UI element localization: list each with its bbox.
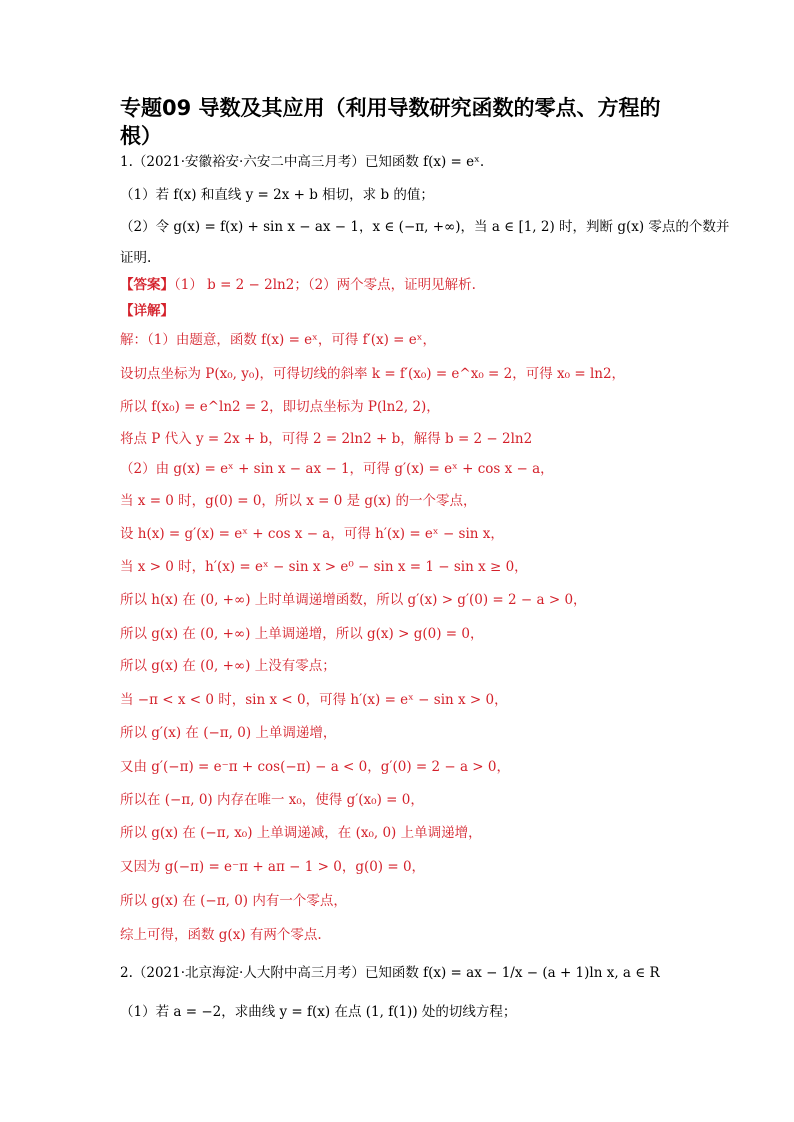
solution-line: 设切点坐标为 P(x₀, y₀)，可得切线的斜率 k = f′(x₀) = e^x₀ = 2，可得 x₀ = ln2， <box>120 366 626 382</box>
solution-line: 所以 f(x₀) = e^ln2 = 2，即切点坐标为 P(ln2, 2)， <box>120 399 440 415</box>
problem2-stem: 2.（2021·北京海淀·人大附中高三月考）已知函数 f(x) = ax − 1/x − (a + 1)ln x, a ∈ R <box>120 965 660 981</box>
solution-line: 所以 h(x) 在 (0, +∞) 上时单调递增函数，所以 g′(x) > g′(0) = 2 − a > 0， <box>120 592 587 608</box>
solution-line: 又由 g′(−π) = e⁻π + cos(−π) − a < 0，g′(0) = 2 − a > 0， <box>120 759 510 775</box>
problem1-stem: 1.（2021·安徽裕安·六安二中高三月考）已知函数 f(x) = eˣ. <box>120 154 485 170</box>
detail-tag: 【详解】 <box>120 303 174 319</box>
solution-line: 当 −π < x < 0 时，sin x < 0，可得 h′(x) = eˣ − sin x > 0， <box>120 692 508 708</box>
solution-line: 综上可得，函数 g(x) 有两个零点. <box>120 927 322 943</box>
answer-tag: 【答案】 <box>120 277 174 293</box>
problem1-part2: （2）令 g(x) = f(x) + sin x − ax − 1，x ∈ (−π, +∞)，当 a ∈ [1, 2) 时，判断 g(x) 零点的个数并 <box>120 219 730 235</box>
solution-line: 将点 P 代入 y = 2x + b，可得 2 = 2ln2 + b，解得 b = 2 − 2ln2 <box>120 431 533 447</box>
solution-line: 设 h(x) = g′(x) = eˣ + cos x − a，可得 h′(x) = eˣ − sin x， <box>120 526 504 542</box>
solution-line: 所以在 (−π, 0) 内存在唯一 x₀，使得 g′(x₀) = 0， <box>120 792 424 808</box>
solution-line: 又因为 g(−π) = e⁻π + aπ − 1 > 0，g(0) = 0， <box>120 859 426 875</box>
solution-line: 所以 g(x) 在 (−π, x₀) 上单调递减，在 (x₀, 0) 上单调递增， <box>120 825 482 841</box>
solution-line: 所以 g′(x) 在 (−π, 0) 上单调递增， <box>120 725 337 741</box>
solution-line: 当 x > 0 时，h′(x) = eˣ − sin x > e⁰ − sin x = 1 − sin x ≥ 0， <box>120 559 528 575</box>
problem1-part2-cont: 证明. <box>120 250 152 266</box>
solution-line: 所以 g(x) 在 (0, +∞) 上单调递增，所以 g(x) > g(0) = 0， <box>120 626 484 642</box>
page-title: 专题09 导数及其应用（利用导数研究函数的零点、方程的根） <box>120 96 661 148</box>
answer-line <box>120 275 700 295</box>
problem2-part1: （1）若 a = −2，求曲线 y = f(x) 在点 (1, f(1)) 处的切线方程； <box>120 1004 517 1020</box>
problem1-part1: （1）若 f(x) 和直线 y = 2x + b 相切，求 b 的值； <box>120 187 434 203</box>
solution-line: （2）由 g(x) = eˣ + sin x − ax − 1，可得 g′(x) = eˣ + cos x − a， <box>120 461 554 477</box>
solution-line: 所以 g(x) 在 (−π, 0) 内有一个零点， <box>120 893 347 909</box>
answer-text: （1） b = 2 − 2ln2；（2）两个零点，证明见解析. <box>174 277 476 293</box>
solution-line: 所以 g(x) 在 (0, +∞) 上没有零点； <box>120 658 336 674</box>
solution-line: 解：（1）由题意，函数 f(x) = eˣ，可得 f′(x) = eˣ， <box>120 332 436 348</box>
solution-line: 当 x = 0 时，g(0) = 0，所以 x = 0 是 g(x) 的一个零点， <box>120 493 477 509</box>
